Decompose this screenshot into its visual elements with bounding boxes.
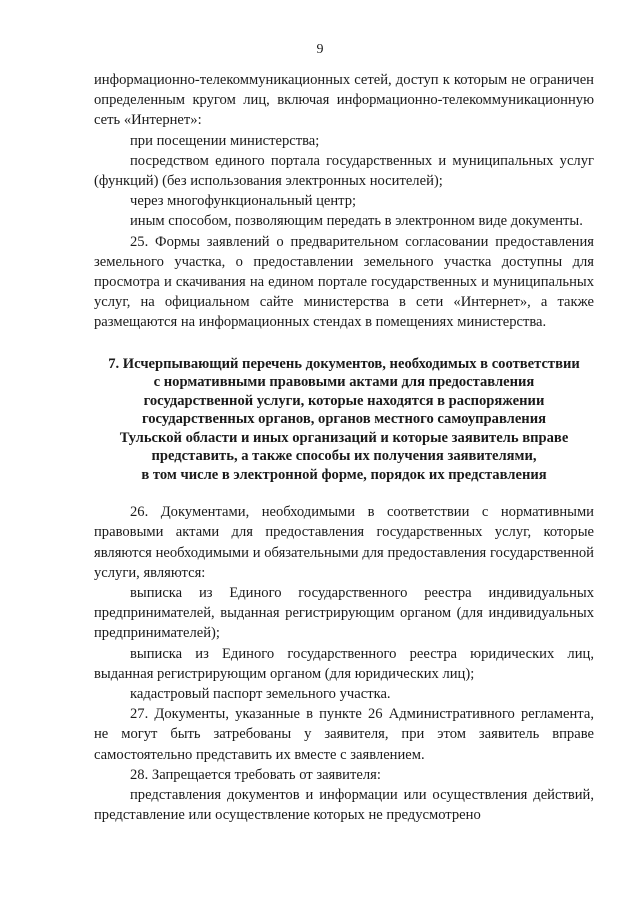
paragraph-continuation: информационно-телекоммуникационных сетей, доступ к которым не ограничен определенным кругом лиц, включая информационно-телекоммуникационную сеть «Интернет»: [94,72,594,129]
paragraph-26: 26. Документами, необходимыми в соответствии с нормативными правовыми актами для предоставления государственных услуг, которые являются необходимыми и обязательными для предоставления государственной услуги, являются: [94,504,594,581]
heading-line: Тульской области и иных организаций и которые заявитель вправе [119,429,569,446]
heading-line: 7. Исчерпывающий перечень документов, необходимых в соответствии [108,355,580,372]
heading-line: государственной услуги, которые находятся в распоряжении [143,392,545,409]
list-item-mfc: через многофункциональный центр; [130,193,357,210]
page-number: 9 [316,42,324,57]
list-item-ip-registry-extract: выписка из Единого государственного реестра индивидуальных предпринимателей, выданная регистрирующим органом (для индивидуальных предпринимателей); [94,584,594,642]
paragraph-25: 25. Формы заявлений о предварительном согласовании предоставления земельного участка, о предоставлении земельного участка доступны для просмотра и скачивания на едином портале государственных и муниципальных услуг, на официальном сайте министерства в сети «Интернет», а также размещаются на информационных стендах в помещениях министерства. [94,233,594,331]
heading-line: в том числе в электронной форме, порядок их представления [141,466,547,483]
list-item-ministry-visit: при посещении министерства; [130,132,320,149]
section-7-heading [94,355,594,485]
list-item-cadastral-passport: кадастровый паспорт земельного участка. [130,685,391,702]
list-item-other-method: иным способом, позволяющим передать в электронном виде документы. [130,213,583,230]
list-item-prohibited-requests: представления документов и информации или осуществления действий, представление или осуществление которых не предусмотрено [94,786,594,824]
heading-line: представить, а также способы их получения заявителями, [151,448,537,465]
list-item-legal-entity-registry-extract: выписка из Единого государственного реестра юридических лиц, выданная регистрирующим органом (для юридических лиц); [94,645,594,682]
heading-line: с нормативными правовыми актами для предоставления [153,374,535,391]
heading-line: государственных органов, органов местного самоуправления [141,411,547,428]
paragraph-28: 28. Запрещается требовать от заявителя: [130,766,381,783]
paragraph-27: 27. Документы, указанные в пункте 26 Административного регламента, не могут быть затребованы у заявителя, при этом заявитель вправе самостоятельно представить их вместе с заявлением. [94,706,594,763]
list-item-unified-portal: посредством единого портала государственных и муниципальных услуг (функций) (без использования электронных носителей); [94,152,594,190]
document-body [94,70,594,825]
